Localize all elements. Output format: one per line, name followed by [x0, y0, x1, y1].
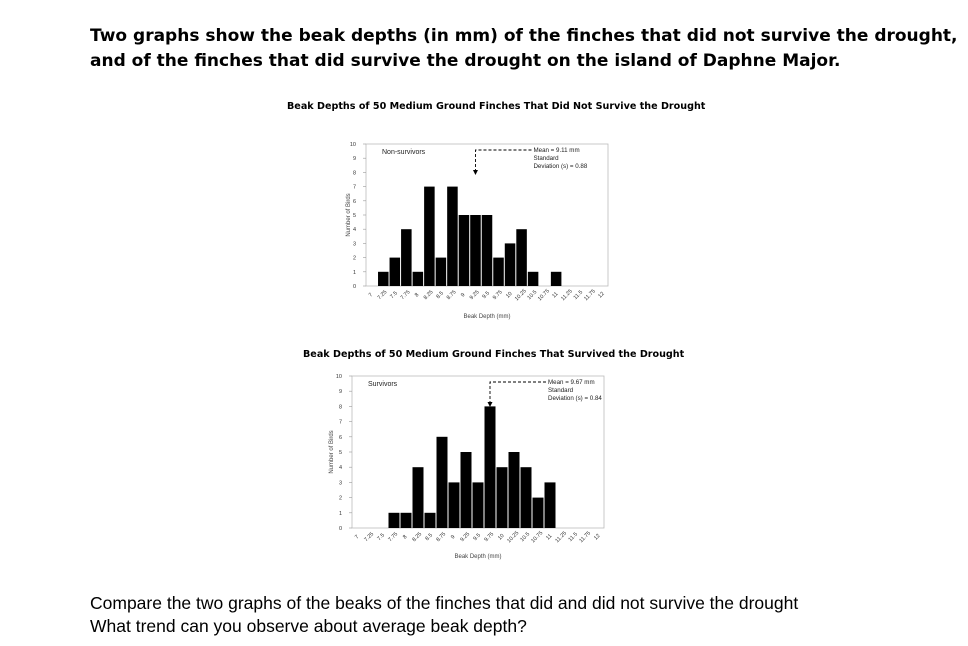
bar — [521, 467, 532, 528]
y-tick-label: 8 — [352, 170, 356, 177]
y-tick-label: 2 — [352, 255, 356, 262]
y-tick-label: 5 — [352, 213, 356, 219]
bar — [425, 513, 436, 528]
x-tick-label: 7 — [354, 534, 361, 541]
x-tick-label: 8 — [402, 534, 409, 541]
y-axis-title: Number of Birds — [346, 193, 352, 237]
y-tick-label: 3 — [352, 241, 356, 248]
y-tick-label: 0 — [352, 284, 356, 290]
x-tick-label: 7 — [367, 292, 375, 299]
x-tick-label: 12 — [593, 533, 602, 542]
x-tick-label: 10.5 — [526, 289, 539, 302]
bar — [401, 229, 412, 286]
x-tick-label: 8.5 — [424, 532, 435, 543]
question-line-2: What trend can you observe about average beak depth? — [90, 616, 527, 636]
bar — [473, 482, 484, 528]
bar — [436, 258, 447, 286]
x-tick-label: 9 — [460, 292, 467, 299]
y-tick-label: 2 — [338, 495, 342, 502]
y-tick-label: 10 — [335, 374, 342, 380]
mean-arrow-icon — [488, 402, 493, 407]
y-tick-label: 7 — [338, 419, 342, 426]
x-tick-label: 10.5 — [519, 531, 532, 544]
x-tick-label: 10.75 — [530, 530, 545, 545]
mean-annotation-line1: Mean = 9.67 mm — [548, 379, 595, 386]
bar — [509, 452, 520, 528]
y-tick-label: 1 — [352, 269, 356, 276]
y-axis-title: Number of Birds — [329, 430, 335, 474]
bar — [389, 513, 400, 528]
chart-title: Beak Depths of 50 Medium Ground Finches That Survived the Drought — [303, 349, 685, 360]
y-tick-label: 4 — [338, 465, 342, 472]
x-tick-label: 11.25 — [554, 530, 569, 545]
y-tick-label: 7 — [352, 184, 356, 191]
non-survivors-chart — [280, 96, 706, 326]
bar — [437, 437, 448, 528]
x-tick-label: 9.25 — [459, 531, 472, 544]
bar — [533, 498, 544, 528]
heading-line-1: Two graphs show the beak depths (in mm) of the finches that did not survive the drought, — [90, 26, 958, 46]
question-heading — [90, 24, 958, 74]
x-tick-label: 10.25 — [506, 530, 521, 545]
bar — [497, 467, 508, 528]
y-tick-label: 9 — [352, 156, 356, 163]
x-axis-title: Beak Depth (mm) — [454, 554, 502, 560]
y-tick-label: 6 — [352, 198, 356, 205]
x-tick-label: 7.25 — [363, 531, 376, 544]
mean-dashed-line — [475, 150, 531, 172]
y-tick-label: 1 — [338, 510, 342, 517]
bar — [485, 406, 496, 528]
chart-svg — [280, 96, 706, 326]
x-tick-label: 8.75 — [445, 289, 458, 302]
x-tick-label: 10 — [505, 291, 514, 300]
x-tick-label: 7.75 — [387, 531, 400, 544]
y-tick-label: 8 — [338, 404, 342, 411]
mean-dashed-line — [490, 382, 546, 404]
x-tick-label: 9.5 — [472, 532, 483, 543]
x-tick-label: 7.25 — [376, 289, 389, 302]
x-tick-label: 9 — [450, 534, 457, 541]
bar — [528, 272, 539, 286]
x-axis-title: Beak Depth (mm) — [463, 314, 511, 320]
x-tick-label: 9.5 — [481, 290, 492, 301]
bar — [461, 452, 472, 528]
x-tick-label: 8.5 — [435, 290, 446, 301]
x-tick-label: 10.25 — [513, 288, 528, 303]
x-tick-label: 11 — [545, 533, 554, 542]
x-tick-label: 8.75 — [435, 531, 448, 544]
mean-annotation-line2: Standard — [548, 387, 574, 394]
bar — [459, 215, 470, 286]
panel-label: Non-survivors — [382, 149, 426, 156]
x-tick-label: 11 — [551, 291, 560, 300]
y-tick-label: 9 — [338, 389, 342, 396]
x-tick-label: 10 — [497, 533, 506, 542]
bar — [449, 482, 460, 528]
x-tick-label: 7.75 — [399, 289, 412, 302]
bar — [516, 229, 527, 286]
bar — [401, 513, 412, 528]
panel-label: Survivors — [368, 381, 398, 388]
bar — [551, 272, 562, 286]
y-tick-label: 3 — [338, 480, 342, 487]
mean-annotation-line3: Deviation (s) = 0.88 — [533, 163, 588, 170]
x-tick-label: 8.25 — [422, 289, 435, 302]
x-tick-label: 9.75 — [491, 289, 504, 302]
mean-arrow-icon — [473, 170, 478, 175]
chart-title: Beak Depths of 50 Medium Ground Finches That Did Not Survive the Drought — [287, 101, 706, 112]
x-tick-label: 9.75 — [483, 531, 496, 544]
y-tick-label: 0 — [338, 526, 342, 532]
y-tick-label: 4 — [352, 227, 356, 234]
x-tick-label: 7.5 — [376, 532, 387, 543]
mean-annotation-line1: Mean = 9.11 mm — [533, 147, 580, 154]
bar — [505, 243, 516, 286]
x-tick-label: 11.75 — [578, 530, 593, 545]
x-tick-label: 7.5 — [389, 290, 399, 301]
bar — [447, 187, 458, 286]
survivors-chart — [296, 344, 716, 576]
bar — [378, 272, 389, 286]
x-tick-label: 8.25 — [411, 531, 424, 544]
x-tick-label: 12 — [597, 291, 606, 300]
bar — [545, 482, 556, 528]
bar — [413, 272, 424, 286]
x-tick-label: 11.25 — [560, 288, 574, 303]
question-line-1: Compare the two graphs of the beaks of the finches that did and did not survive the drought — [90, 593, 799, 613]
bar — [470, 215, 481, 286]
x-tick-label: 11.75 — [583, 288, 597, 303]
x-tick-label: 11.5 — [567, 531, 580, 544]
x-tick-label: 8 — [413, 292, 421, 299]
x-tick-label: 9.25 — [468, 289, 481, 302]
heading-line-2: and of the finches that did survive the drought on the island of Daphne Major. — [90, 51, 841, 71]
y-tick-label: 6 — [338, 434, 342, 441]
bar — [424, 187, 435, 286]
mean-annotation-line3: Deviation (s) = 0.84 — [548, 395, 602, 402]
bar — [390, 258, 401, 286]
x-tick-label: 10.75 — [536, 288, 551, 303]
mean-annotation-line2: Standard — [533, 155, 559, 162]
y-tick-label: 5 — [338, 450, 342, 456]
chart-svg — [296, 344, 716, 576]
x-tick-label: 11.5 — [572, 289, 585, 302]
bar — [482, 215, 493, 286]
bar — [493, 258, 504, 286]
y-tick-label: 10 — [349, 142, 356, 148]
bar — [413, 467, 424, 528]
question-text — [90, 592, 798, 638]
